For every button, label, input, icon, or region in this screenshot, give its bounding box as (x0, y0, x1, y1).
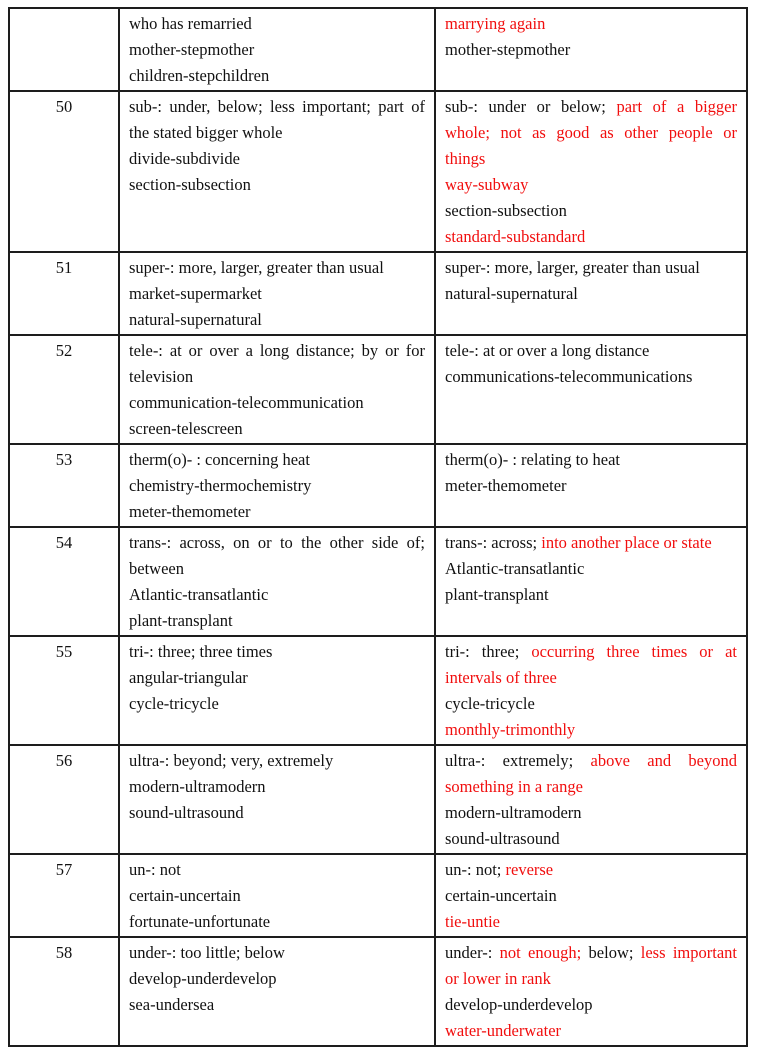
text-line (129, 473, 425, 499)
text-line (445, 966, 737, 992)
body-text: market-supermarket (129, 284, 262, 303)
text-line (445, 364, 737, 390)
text-line (445, 473, 737, 499)
text-line (129, 582, 425, 608)
body-text: therm(o)- : concerning heat (129, 450, 310, 469)
body-text: section-subsection (129, 175, 251, 194)
text-line (445, 1018, 737, 1044)
definition-cell-full (118, 746, 434, 853)
body-text: angular-triangular (129, 668, 248, 687)
table-row-55 (10, 635, 746, 744)
body-text: cycle-tricycle (445, 694, 535, 713)
definition-cell-simplified (434, 92, 746, 251)
text-line (445, 748, 737, 774)
text-line (129, 120, 425, 146)
table-row-56 (10, 744, 746, 853)
text-line (129, 146, 425, 172)
body-text: Atlantic-transatlantic (129, 585, 269, 604)
text-line (445, 556, 737, 582)
body-text: un-: not; (445, 860, 506, 879)
definition-cell-simplified (434, 746, 746, 853)
row-number: 55 (55, 642, 73, 661)
row-number: 51 (55, 258, 73, 277)
text-line (129, 307, 425, 333)
body-text: trans-: across; (445, 533, 542, 552)
text-line (445, 146, 737, 172)
text-line (129, 800, 425, 826)
definition-cell-simplified (434, 253, 746, 334)
body-text: mother-stepmother (445, 40, 571, 59)
text-line (129, 992, 425, 1018)
body-text: sub-: under, below; less important; part of (129, 97, 425, 116)
body-text: tri-: three; three times (129, 642, 273, 661)
text-line (129, 909, 425, 935)
body-text: natural-supernatural (445, 284, 578, 303)
table-row-53 (10, 443, 746, 526)
row-number: 54 (55, 533, 73, 552)
text-line (129, 37, 425, 63)
highlighted-text-red: occurring three times or at (531, 642, 737, 661)
highlighted-text-red: part of a bigger (616, 97, 737, 116)
definition-cell-full (118, 637, 434, 744)
text-line (129, 665, 425, 691)
text-line (445, 172, 737, 198)
text-line (129, 940, 425, 966)
definition-cell-full (118, 855, 434, 936)
body-text: the stated bigger whole (129, 123, 283, 142)
table-row-50 (10, 90, 746, 251)
text-line (445, 857, 737, 883)
text-line (445, 281, 737, 307)
text-line (445, 909, 737, 935)
row-number: 56 (55, 751, 73, 770)
definition-cell-full (118, 528, 434, 635)
definition-cell-simplified (434, 938, 746, 1045)
definition-cell-full (118, 253, 434, 334)
body-text: under-: too little; below (129, 943, 285, 962)
row-number-cell (10, 637, 118, 744)
body-text: tele-: at or over a long distance; by or for (129, 341, 425, 360)
body-text: screen-telescreen (129, 419, 243, 438)
body-text: television (129, 367, 194, 386)
highlighted-text-red: water-underwater (445, 1021, 562, 1040)
body-text: sub-: under or below; (445, 97, 617, 116)
table-row-58 (10, 936, 746, 1045)
definition-cell-simplified (434, 528, 746, 635)
text-line (445, 717, 737, 743)
row-number: 53 (55, 450, 73, 469)
row-number-cell (10, 528, 118, 635)
text-line (129, 530, 425, 556)
highlighted-text-red: whole; not as good as other people or (445, 123, 737, 142)
body-text: sound-ultrasound (129, 803, 244, 822)
text-line (129, 416, 425, 442)
highlighted-text-red: something in a range (445, 777, 583, 796)
body-text: meter-themometer (445, 476, 567, 495)
prefix-table (8, 7, 748, 1047)
highlighted-text-red: reverse (505, 860, 554, 879)
text-line (129, 390, 425, 416)
body-text: between (129, 559, 184, 578)
text-line (129, 338, 425, 364)
highlighted-text-red: intervals of three (445, 668, 557, 687)
highlighted-text-red: less important (640, 943, 737, 962)
definition-cell-full (118, 445, 434, 526)
row-number-cell (10, 855, 118, 936)
row-number-cell (10, 253, 118, 334)
text-line (445, 800, 737, 826)
table-row-51 (10, 251, 746, 334)
row-number-cell (10, 336, 118, 443)
table-row-continued (10, 9, 746, 90)
body-text: who has remarried (129, 14, 252, 33)
highlighted-text-red: monthly-trimonthly (445, 720, 576, 739)
text-line (445, 224, 737, 250)
body-text: cycle-tricycle (129, 694, 219, 713)
text-line (129, 857, 425, 883)
body-text: un-: not (129, 860, 181, 879)
body-text: tele-: at or over a long distance (445, 341, 650, 360)
highlighted-text-red: things (445, 149, 486, 168)
text-line (129, 94, 425, 120)
definition-cell-full (118, 92, 434, 251)
body-text: certain-uncertain (445, 886, 557, 905)
body-text: mother-stepmother (129, 40, 255, 59)
table-row-52 (10, 334, 746, 443)
text-line (129, 639, 425, 665)
text-line (129, 11, 425, 37)
text-line (445, 94, 737, 120)
text-line (445, 691, 737, 717)
text-line (129, 691, 425, 717)
text-line (129, 883, 425, 909)
text-line (129, 608, 425, 634)
body-text: super-: more, larger, greater than usual (445, 258, 700, 277)
row-number-cell (10, 445, 118, 526)
text-line (129, 281, 425, 307)
body-text: modern-ultramodern (129, 777, 266, 796)
body-text: section-subsection (445, 201, 567, 220)
definition-cell-full (118, 336, 434, 443)
row-number-cell (10, 746, 118, 853)
row-number-cell (10, 938, 118, 1045)
body-text: natural-supernatural (129, 310, 262, 329)
text-line (129, 774, 425, 800)
body-text: divide-subdivide (129, 149, 240, 168)
definition-cell-full (118, 938, 434, 1045)
body-text: plant-transplant (445, 585, 549, 604)
text-line (445, 37, 737, 63)
text-line (445, 992, 737, 1018)
definition-cell-simplified (434, 855, 746, 936)
body-text: Atlantic-transatlantic (445, 559, 585, 578)
text-line (445, 530, 737, 556)
text-line (445, 255, 737, 281)
text-line (445, 826, 737, 852)
text-line (445, 774, 737, 800)
definition-cell-simplified (434, 336, 746, 443)
highlighted-text-red: or lower in rank (445, 969, 551, 988)
body-text: modern-ultramodern (445, 803, 582, 822)
body-text: develop-underdevelop (129, 969, 277, 988)
text-line (129, 556, 425, 582)
body-text: certain-uncertain (129, 886, 241, 905)
highlighted-text-red: way-subway (445, 175, 529, 194)
text-line (129, 748, 425, 774)
body-text: fortunate-unfortunate (129, 912, 271, 931)
text-line (445, 447, 737, 473)
definition-cell-simplified (434, 637, 746, 744)
body-text: ultra-: beyond; very, extremely (129, 751, 334, 770)
text-line (129, 63, 425, 89)
highlighted-text-red: tie-untie (445, 912, 500, 931)
definition-cell-simplified (434, 445, 746, 526)
body-text: plant-transplant (129, 611, 233, 630)
row-number: 58 (55, 943, 73, 962)
body-text: chemistry-thermochemistry (129, 476, 312, 495)
text-line (445, 639, 737, 665)
body-text: tri-: three; (445, 642, 532, 661)
text-line (445, 582, 737, 608)
text-line (445, 198, 737, 224)
body-text: under-: (445, 943, 500, 962)
body-text: communications-telecommunications (445, 367, 693, 386)
row-number: 50 (55, 97, 73, 116)
text-line (445, 338, 737, 364)
table-row-54 (10, 526, 746, 635)
highlighted-text-red: above and beyond (590, 751, 738, 770)
text-line (129, 172, 425, 198)
definition-cell-simplified (434, 9, 746, 90)
text-line (129, 966, 425, 992)
highlighted-text-red: marrying again (445, 14, 546, 33)
body-text: trans-: across, on or to the other side of; (129, 533, 425, 552)
body-text: ultra-: extremely; (445, 751, 591, 770)
row-number-cell (10, 9, 118, 90)
highlighted-text-red: not enough; (499, 943, 589, 962)
text-line (445, 120, 737, 146)
body-text: sound-ultrasound (445, 829, 560, 848)
text-line (129, 447, 425, 473)
body-text: communication-telecommunication (129, 393, 364, 412)
row-number: 52 (55, 341, 73, 360)
row-number: 57 (55, 860, 73, 879)
text-line (445, 11, 737, 37)
text-line (445, 883, 737, 909)
highlighted-text-red: standard-substandard (445, 227, 586, 246)
body-text: develop-underdevelop (445, 995, 593, 1014)
body-text: therm(o)- : relating to heat (445, 450, 621, 469)
body-text: children-stepchildren (129, 66, 270, 85)
body-text: super-: more, larger, greater than usual (129, 258, 384, 277)
body-text: sea-undersea (129, 995, 215, 1014)
highlighted-text-red: into another place or state (541, 533, 712, 552)
text-line (445, 665, 737, 691)
text-line (129, 255, 425, 281)
body-text: below; (588, 943, 641, 962)
definition-cell-full (118, 9, 434, 90)
text-line (129, 499, 425, 525)
text-line (129, 364, 425, 390)
row-number-cell (10, 92, 118, 251)
table-row-57 (10, 853, 746, 936)
text-line (445, 940, 737, 966)
body-text: meter-themometer (129, 502, 251, 521)
